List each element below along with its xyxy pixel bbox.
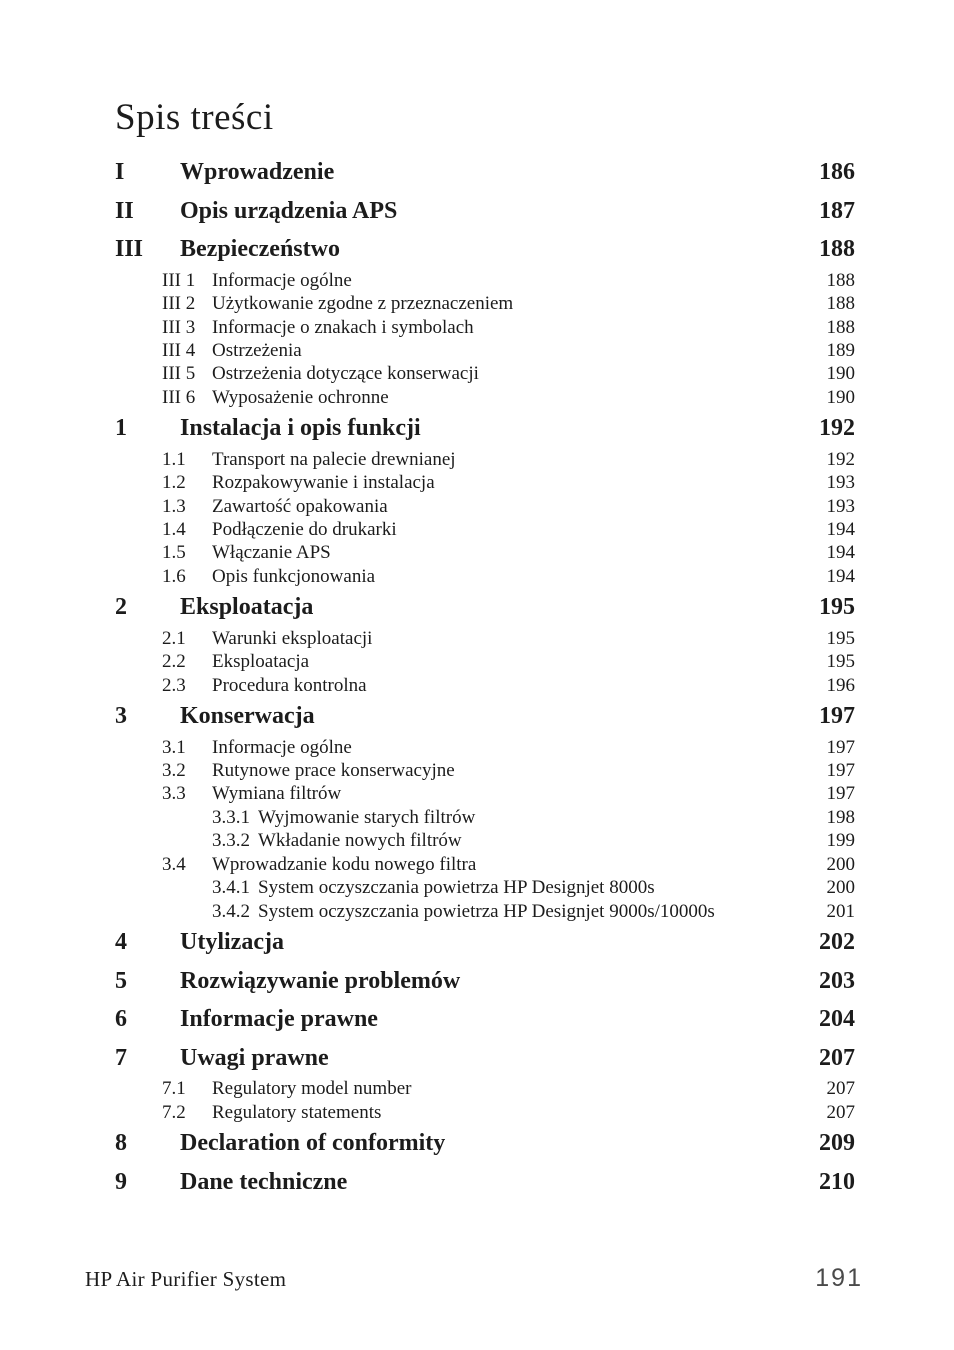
toc-entry-page: 200 <box>826 877 855 899</box>
toc-entry-label: Wyposażenie ochronne <box>212 386 389 408</box>
toc-entry <box>115 1039 855 1078</box>
toc-entry-number: 6 <box>115 1006 127 1033</box>
toc-entry-label: Włączanie APS <box>212 542 331 564</box>
toc-entry-page: 193 <box>826 472 855 494</box>
toc-entry-page: 194 <box>826 565 855 587</box>
toc-entry-number: 1.3 <box>162 495 186 517</box>
toc-entry <box>115 339 855 362</box>
toc-entry <box>115 853 855 876</box>
toc-entry-page: 200 <box>826 853 855 875</box>
toc-entry-number: II <box>115 197 134 224</box>
toc-entry <box>115 541 855 564</box>
toc-entry-number: 3.4 <box>162 853 186 875</box>
toc-entry-page: 190 <box>826 386 855 408</box>
toc-entry-number: 1 <box>115 415 127 442</box>
toc-entry-page: 192 <box>826 448 855 470</box>
toc-entry-page: 199 <box>826 830 855 852</box>
page-title: Spis treści <box>115 97 274 138</box>
toc-entry-number: 7.2 <box>162 1101 186 1123</box>
toc-entry-page: 192 <box>819 415 855 442</box>
toc-entry-page: 197 <box>826 736 855 758</box>
toc-entry-number: 4 <box>115 928 127 955</box>
toc-entry-label: Rozwiązywanie problemów <box>180 967 461 994</box>
toc-entry-label: Instalacja i opis funkcji <box>180 415 421 442</box>
toc-entry-label: Procedura kontrolna <box>212 674 367 696</box>
toc-entry <box>115 409 855 448</box>
toc-entry-page: 203 <box>819 967 855 994</box>
toc-entry <box>115 588 855 627</box>
toc-entry-number: 2.2 <box>162 651 186 673</box>
toc-entry-number: 1.5 <box>162 542 186 564</box>
toc-entry-label: Uwagi prawne <box>180 1044 329 1071</box>
toc-entry <box>115 674 855 697</box>
toc-entry-page: 207 <box>826 1078 855 1100</box>
toc-entry-label: Konserwacja <box>180 703 315 730</box>
toc-entry-label: Rutynowe prace konserwacyjne <box>212 760 455 782</box>
toc-entry-number: 2 <box>115 594 127 621</box>
toc-entry <box>115 495 855 518</box>
toc-entry <box>115 876 855 899</box>
toc-entry-page: 195 <box>826 651 855 673</box>
toc-entry-number: 3 <box>115 703 127 730</box>
toc-entry-label: Informacje o znakach i symbolach <box>212 316 474 338</box>
footer-page-number: 191 <box>815 1264 863 1292</box>
toc-entry-page: 197 <box>826 760 855 782</box>
toc-entry-label: System oczyszczania powietrza HP Designjet 9000s/10000s <box>258 900 715 922</box>
toc-entry-label: Dane techniczne <box>180 1168 348 1195</box>
toc-entry <box>115 1101 855 1124</box>
toc-entry-number: 7.1 <box>162 1078 186 1100</box>
toc-entry-number: 1.4 <box>162 519 186 541</box>
toc-entry-page: 189 <box>826 340 855 361</box>
toc-entry-page: 201 <box>826 900 855 922</box>
toc-entry-number: III 4 <box>162 340 196 361</box>
toc-entry <box>115 153 855 192</box>
toc-entry-number: 3.3.2 <box>212 830 250 852</box>
toc-entry-number: 3.4.2 <box>212 900 250 922</box>
footer-document-title: HP Air Purifier System <box>85 1267 287 1291</box>
toc-entry-number: 2.1 <box>162 627 186 649</box>
toc-entry <box>115 962 855 1001</box>
toc-entry-label: System oczyszczania powietrza HP Designjet 8000s <box>258 877 655 899</box>
toc-entry-label: Wymiana filtrów <box>212 783 342 805</box>
toc-entry-label: Declaration of conformity <box>180 1130 446 1157</box>
toc-entry-number: 3.3 <box>162 783 186 805</box>
toc-entry-page: 194 <box>826 519 855 541</box>
toc-entry-page: 197 <box>819 703 855 730</box>
toc-entry-label: Regulatory statements <box>212 1101 382 1123</box>
toc-entry-number: 1.2 <box>162 472 186 494</box>
toc-entry <box>115 782 855 805</box>
toc-entry-page: 202 <box>819 928 855 955</box>
toc-entry <box>115 448 855 471</box>
toc-entry-number: III 5 <box>162 363 196 385</box>
toc-entry-label: Informacje ogólne <box>212 269 352 291</box>
toc-entry-label: Informacje ogólne <box>212 736 352 758</box>
toc-entry-page: 188 <box>826 316 855 338</box>
toc-entry <box>115 269 855 292</box>
toc-entry <box>115 292 855 315</box>
toc-entry <box>115 192 855 231</box>
toc-entry-page: 210 <box>819 1168 855 1195</box>
toc-entry-label: Opis funkcjonowania <box>212 565 376 587</box>
toc-entry <box>115 697 855 736</box>
toc-entry-number: III 1 <box>162 269 196 291</box>
toc-entry-number: III <box>115 236 144 263</box>
toc-entry <box>115 736 855 759</box>
toc-entry <box>115 627 855 650</box>
toc-entry <box>115 650 855 673</box>
toc-entry-number: 3.1 <box>162 736 186 758</box>
toc-entry <box>115 1124 855 1163</box>
toc-entry-page: 188 <box>819 236 855 263</box>
toc-entry-number: III 6 <box>162 386 196 408</box>
toc-entry-label: Eksploatacja <box>212 651 310 673</box>
toc-entry <box>115 900 855 923</box>
toc-entry <box>115 1077 855 1100</box>
toc-entry <box>115 759 855 782</box>
toc-entry-page: 207 <box>826 1101 855 1123</box>
toc-entry-number: 5 <box>115 967 127 994</box>
toc-entry-label: Transport na palecie drewnianej <box>212 448 456 470</box>
toc-entry-label: Wyjmowanie starych filtrów <box>258 806 476 828</box>
toc-entry-number: 3.3.1 <box>212 806 250 828</box>
toc-entry <box>115 565 855 588</box>
toc-entry-number: III 3 <box>162 316 196 338</box>
toc-entry <box>115 923 855 962</box>
toc-entry-page: 188 <box>826 269 855 291</box>
toc-entry-label: Regulatory model number <box>212 1078 412 1100</box>
toc-entry-number: 1.1 <box>162 448 186 470</box>
toc-entry-number: 1.6 <box>162 565 186 587</box>
toc-entry <box>115 386 855 409</box>
toc-entry-page: 204 <box>819 1006 855 1033</box>
toc-entry-page: 194 <box>826 542 855 564</box>
toc-entry-page: 193 <box>826 495 855 517</box>
toc-entry-number: III 2 <box>162 293 196 315</box>
toc-entry-label: Informacje prawne <box>180 1006 378 1033</box>
toc-entry <box>115 829 855 852</box>
toc-entry <box>115 518 855 541</box>
toc-entry <box>115 1000 855 1039</box>
toc-entry-label: Opis urządzenia APS <box>180 197 398 224</box>
toc-entry-label: Wkładanie nowych filtrów <box>258 830 462 852</box>
toc-entry-number: 2.3 <box>162 674 186 696</box>
toc-entry-page: 195 <box>819 594 855 621</box>
toc-entry-label: Wprowadzenie <box>180 159 335 185</box>
toc-entry <box>115 806 855 829</box>
toc-entry-page: 190 <box>826 363 855 385</box>
toc-entry-page: 207 <box>819 1044 855 1071</box>
toc-entry-page: 186 <box>819 159 855 185</box>
toc-entry <box>115 230 855 269</box>
toc-entry-label: Wprowadzanie kodu nowego filtra <box>212 853 477 875</box>
toc-entry-label: Użytkowanie zgodne z przeznaczeniem <box>212 293 514 315</box>
toc-entry-label: Bezpieczeństwo <box>180 236 340 263</box>
toc-entry-label: Rozpakowywanie i instalacja <box>212 472 435 494</box>
toc-entry-page: 196 <box>826 674 855 696</box>
page-footer <box>85 1264 863 1293</box>
toc-list <box>115 153 855 1201</box>
toc-entry-number: 8 <box>115 1130 127 1157</box>
toc-entry-number: 3.4.1 <box>212 877 250 899</box>
toc-entry-label: Warunki eksploatacji <box>212 627 373 649</box>
toc-entry-page: 198 <box>826 806 855 828</box>
toc-entry-page: 195 <box>826 627 855 649</box>
toc-entry-page: 197 <box>826 783 855 805</box>
toc-entry <box>115 362 855 385</box>
toc-entry-page: 188 <box>826 293 855 315</box>
toc-entry <box>115 1163 855 1202</box>
toc-entry-label: Eksploatacja <box>180 594 314 621</box>
toc-entry-label: Podłączenie do drukarki <box>212 519 397 541</box>
toc-entry-number: 7 <box>115 1044 127 1071</box>
toc-entry-label: Ostrzeżenia dotyczące konserwacji <box>212 363 479 385</box>
toc-entry-page: 187 <box>819 197 855 224</box>
toc-entry-number: I <box>115 159 125 185</box>
toc-entry-label: Ostrzeżenia <box>212 340 302 361</box>
toc-entry <box>115 471 855 494</box>
toc-entry-number: 3.2 <box>162 760 186 782</box>
toc-entry-label: Zawartość opakowania <box>212 495 388 517</box>
toc-entry-page: 209 <box>819 1130 855 1157</box>
toc-entry-number: 9 <box>115 1168 127 1195</box>
toc-entry-label: Utylizacja <box>180 928 284 955</box>
toc-entry <box>115 316 855 339</box>
